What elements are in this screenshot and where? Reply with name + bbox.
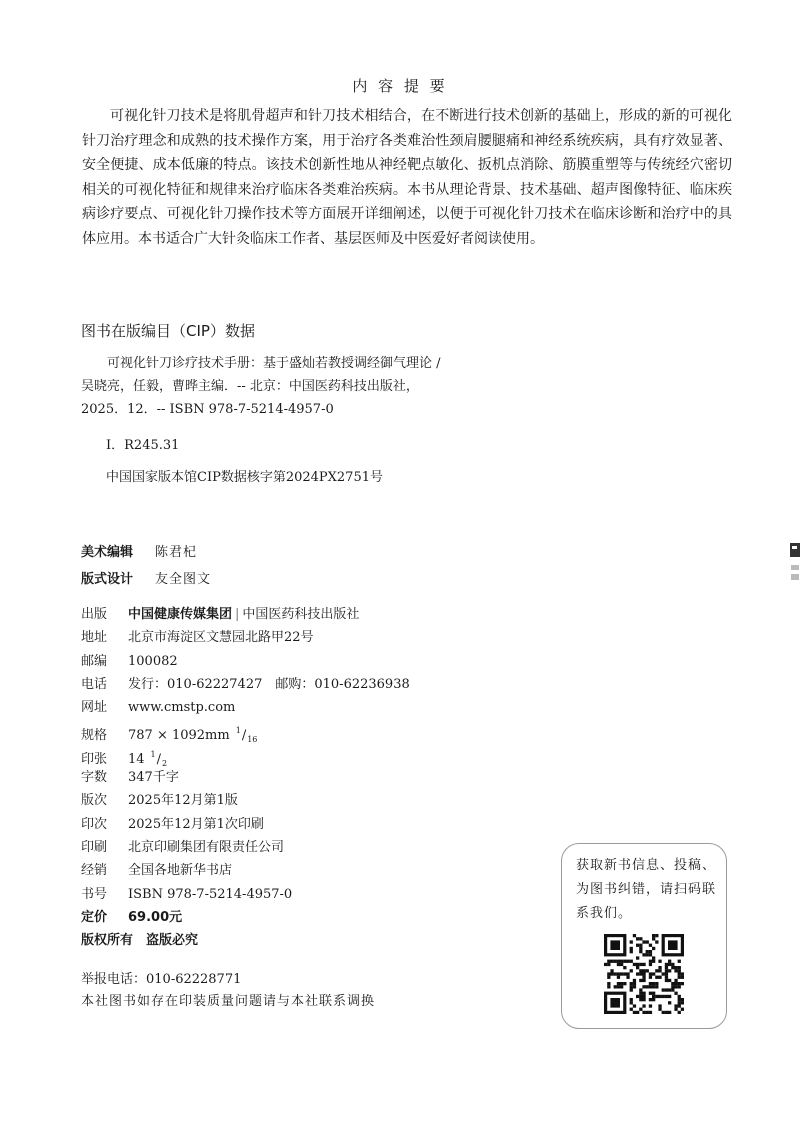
credit-layout-design — [81, 568, 211, 587]
info-distributor: 经销 全国各地新华书店 — [81, 863, 233, 879]
info-website: 网址 www.cmstp.com — [81, 700, 236, 716]
summary-paragraph: 可视化针刀技术是将肌骨超声和针刀技术相结合，在不断进行技术创新的基础上，形成的新的可视化针刀治疗理念和成熟的技术操作方案，用于治疗各类难治性颈肩腰腿痛和神经系统疾病，具有疗效显著、安全便捷、成本低廉的特点。该技术创新性地从神经靶点敏化、扳机点消除、筋膜重塑等与传统经穴密切相关的可视化特征和规律来治疗临床各类难治疾病。本书从理论背景、技术基础、超声图像特征、临床疾病诊疗要点、可视化针刀操作技术等方面展开详细阐述，以便于可视化针刀技术在临床诊断和治疗中的具体应用。本书适合广大针灸临床工作者、基层医师及中医爱好者阅读使用。 — [82, 108, 732, 247]
credit-label: 版式设计 — [81, 572, 134, 587]
info-printer: 印刷 北京印刷集团有限责任公司 — [81, 839, 285, 855]
summary-title: 内 容 提 要 — [352, 77, 448, 95]
info-wordcount: 字数 347千字 — [81, 770, 179, 786]
qr-code-icon[interactable] — [604, 934, 684, 1014]
info-publisher: 出版 中国健康传媒集团 | 中国医药科技出版社 — [81, 607, 360, 622]
website-link: www.cmstp.com — [128, 700, 236, 716]
qr-card-text: 获取新书信息、投稿、为图书纠错，请扫码联系我们。 — [576, 858, 717, 921]
cip-record: 可视化针刀诊疗技术手册：基于盛灿若教授调经御气理论 / 吴晓亮，任毅，曹晔主编．-- 北京：中国医药科技出版社，2025．12．-- ISBN 978-7-5214-4957-0 — [81, 356, 441, 417]
info-sheets: 印张 14 $^1/_2$ — [81, 749, 168, 768]
cip-classification: Ⅰ．R245.31 — [106, 438, 180, 453]
qr-card — [561, 843, 727, 1029]
publisher-group: 中国健康传媒集团 — [128, 607, 233, 622]
info-postcode: 邮编 100082 — [81, 653, 178, 669]
publication-info — [81, 603, 410, 952]
credit-art-editor — [81, 541, 197, 560]
credit-value: 友全图文 — [155, 572, 212, 587]
info-address: 地址 北京市海淀区文慧园北路甲22号 — [81, 630, 314, 646]
info-isbn: 书号 ISBN 978-7-5214-4957-0 — [81, 886, 293, 902]
info-price: 定价 69.00元 — [81, 909, 183, 925]
edge-logo-mark — [789, 543, 800, 587]
cip-approval-number: 中国国家版本馆CIP数据核字第2024PX2751号 — [106, 470, 383, 485]
credit-value: 陈君杞 — [155, 545, 198, 560]
cip-title: 图书在版编目（CIP）数据 — [81, 322, 255, 340]
quality-note: 本社图书如存在印装质量问题请与本社联系调换 — [81, 994, 376, 1009]
info-phone: 电话 发行：010-62227427 邮购：010-62236938 — [81, 676, 410, 692]
publisher-name: 中国医药科技出版社 — [242, 607, 360, 622]
info-printing: 印次 2025年12月第1次印刷 — [81, 816, 264, 832]
info-copyright: 版权所有 盗版必究 — [81, 933, 199, 949]
credit-label: 美术编辑 — [81, 545, 134, 560]
report-phone: 举报电话：010-62228771 — [81, 972, 242, 987]
info-edition: 版次 2025年12月第1版 — [81, 793, 238, 809]
info-format: 规格 787 × 1092mm $^1/_{16}$ — [81, 726, 258, 745]
publisher-separator: | — [235, 607, 240, 622]
